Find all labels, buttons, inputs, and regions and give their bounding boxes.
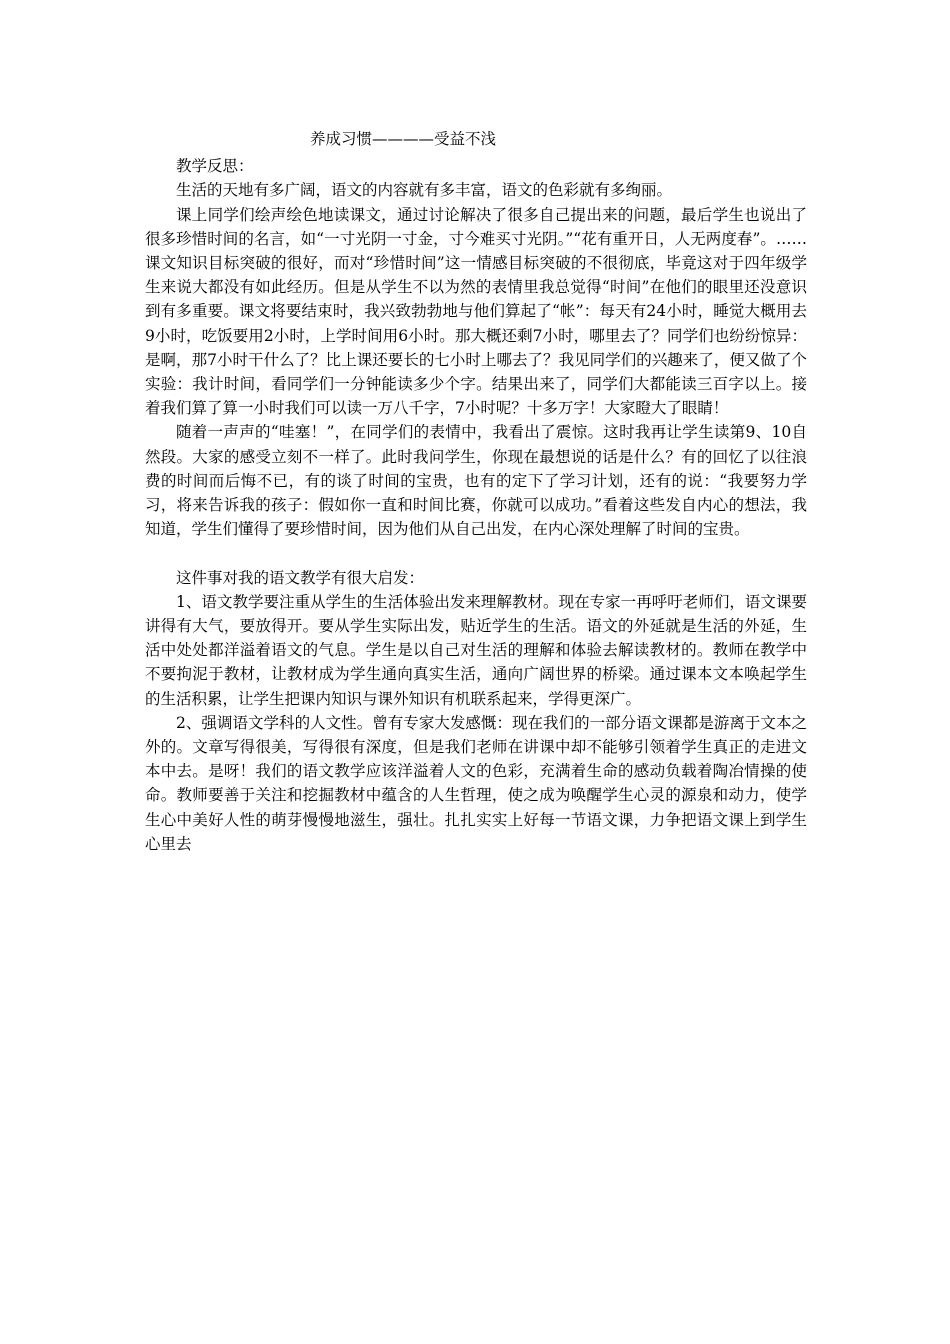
paragraph: 生活的天地有多广阔，语文的内容就有多丰富，语文的色彩就有多绚丽。: [176, 181, 673, 200]
paragraph: 随着一声声的“哇塞！”，在同学们的表情中，我看出了震惊。这时我再让学生读第9、10自然段。大家的感受立刻不一样了。此时我问学生，你现在最想说的话是什么？有的回忆了以往浪费的时间而后悔不已，有的谈了时间的宝贵，也有的定下了学习计划，还有的说：“我要努力学习，将来告诉我的孩子：假如你一直和时间比赛，你就可以成功。”看着这些发自内心的想法，我知道，学生们懂得了要珍惜时间，因为他们从自己出发，在内心深处理解了时间的宝贵。: [145, 423, 807, 539]
reflection-label: 教学反思：: [176, 157, 254, 176]
section-intro: 这件事对我的语文教学有很大启发：: [176, 568, 425, 587]
numbered-point: 2、强调语文学科的人文性。曾有专家大发感慨：现在我们的一部分语文课都是游离于文本之外的。文章写得很美，写得很有深度，但是我们老师在讲课中却不能够引领着学生真正的走进文本中去。是呀！我们的语文教学应该洋溢着人文的色彩，充满着生命的感动负载着陶冶情操的使命。教师要善于关注和挖掘教材中蕴含的人生哲理，使之成为唤醒学生心灵的源泉和动力，使学生心中美好人性的萌芽慢慢地滋生，强壮。扎扎实实上好每一节语文课，力争把语文课上到学生心里去: [145, 713, 807, 853]
document-title: 养成习惯————受益不浅: [310, 130, 497, 148]
numbered-point: 1、语文教学要注重从学生的生活体验出发来理解教材。现在专家一再呼吁老师们，语文课要讲得有大气，要放得开。要从学生实际出发，贴近学生的生活。语文的外延就是生活的外延，生活中处处都洋溢着语文的气息。学生是以自己对生活的理解和体验去解读教材的。教师在教学中不要拘泥于教材，让教材成为学生通向真实生活，通向广阔世界的桥梁。通过课本文本唤起学生的生活积累，让学生把课内知识与课外知识有机联系起来，学得更深广。: [145, 592, 807, 708]
paragraph: 课上同学们绘声绘色地读课文，通过讨论解决了很多自己提出来的问题，最后学生也说出了很多珍惜时间的名言，如“一寸光阴一寸金，寸今难买寸光阴。”“花有重开日，人无两度春”。……课文知识目标突破的很好，而对“珍惜时间”这一情感目标突破的不很彻底，毕竟这对于四年级学生来说大都没有如此经历。但是从学生不以为然的表情里我总觉得“时间”在他们的眼里还没意识到有多重要。课文将要结束时，我兴致勃勃地与他们算起了“帐”：每天有24小时，睡觉大概用去9小时，吃饭要用2小时，上学时间用6小时。那大概还剩7小时，哪里去了？同学们也纷纷惊异：是啊，那7小时干什么了？比上课还要长的七小时上哪去了？我见同学们的兴趣来了，便又做了个实验：我计时间，看同学们一分钟能读多少个字。结果出来了，同学们大都能读三百字以上。接着我们算了算一小时我们可以读一万八千字，7小时呢？十多万字！大家瞪大了眼睛！: [145, 205, 807, 418]
blank-line: [145, 541, 807, 565]
document-body: [145, 127, 807, 856]
